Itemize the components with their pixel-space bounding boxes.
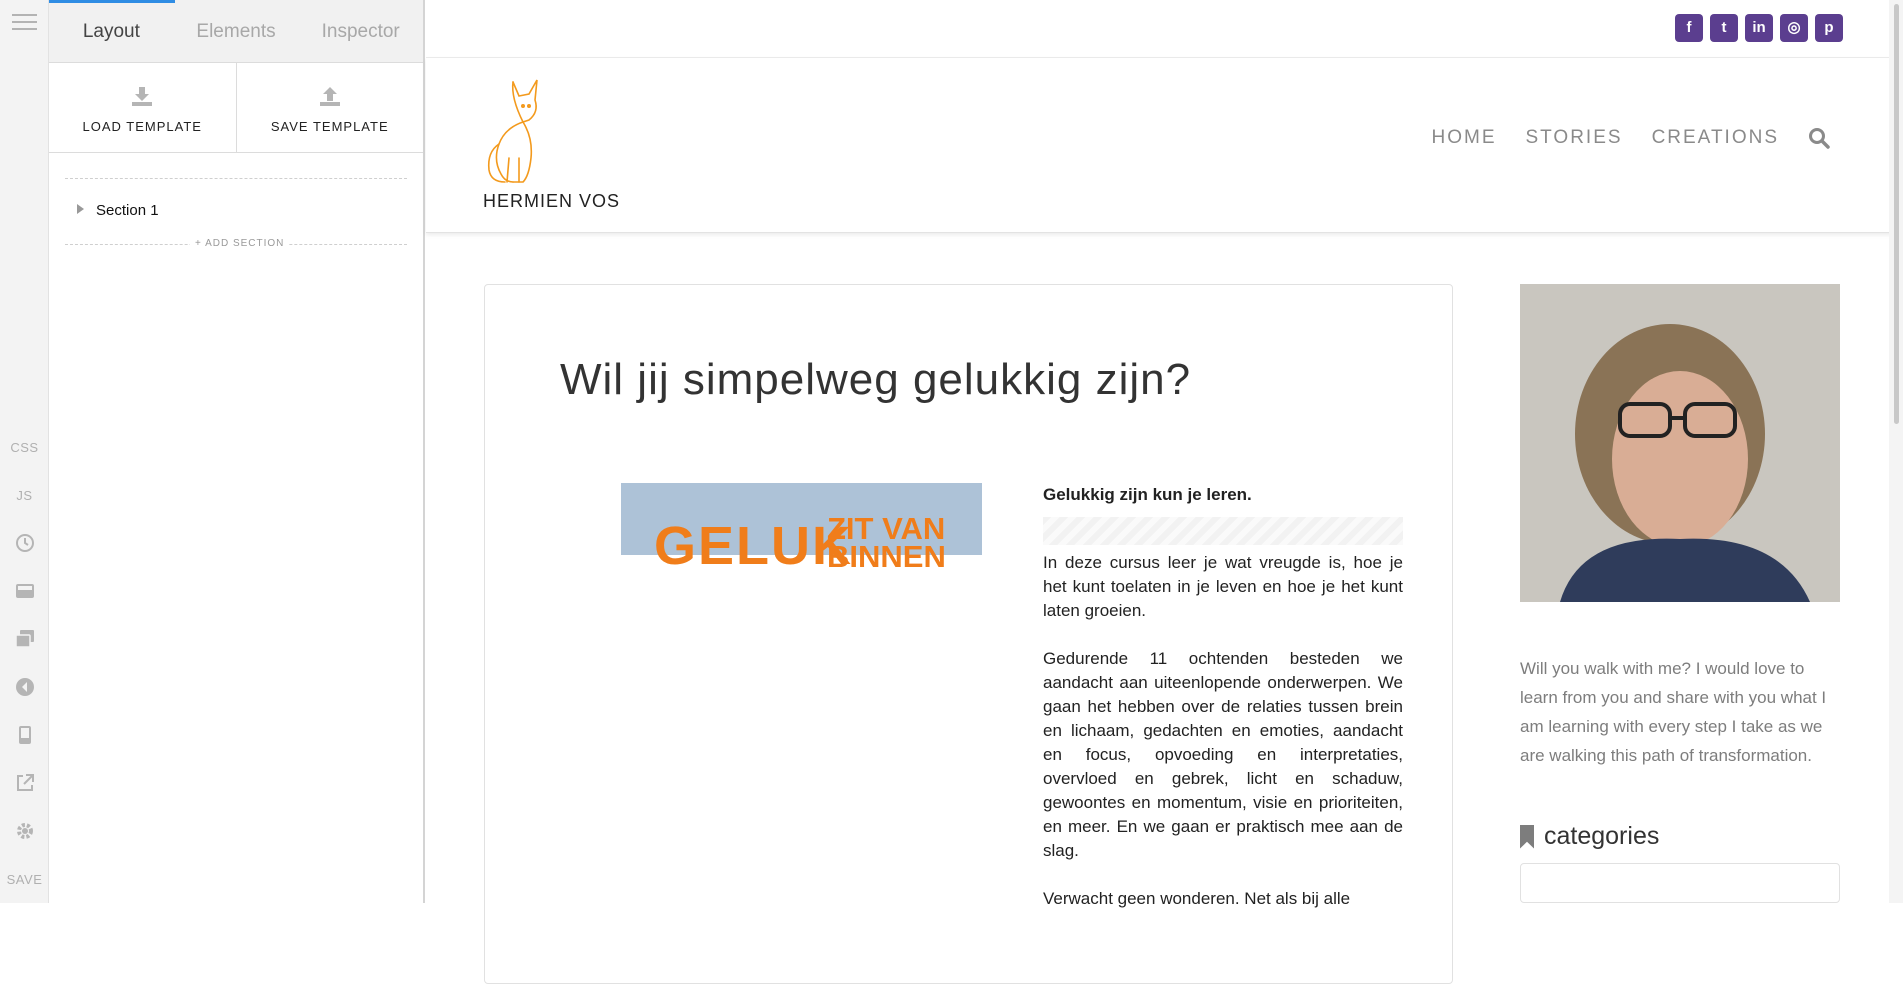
site-brand[interactable]: HERMIEN VOS [483, 191, 621, 211]
divider [65, 178, 407, 179]
scrollbar[interactable] [1889, 0, 1903, 903]
scrollbar-thumb[interactable] [1894, 4, 1899, 424]
section-item[interactable] [77, 202, 159, 219]
site-preview [426, 0, 1903, 908]
expand-triangle-icon[interactable] [77, 204, 84, 214]
book-cover-word: GELUK [654, 516, 853, 576]
post-paragraph: Gedurende 11 ochtenden besteden we aandacht aan uiteenlopende onderwerpen. We gaan het hebben over de relaties tussen brein en lichaam, gedachten en emoties, aandacht en focus, opvoeding en interpretaties, overvloed en gebrek, licht en schaduw, gewoontes en momentum, visie en prioriteiten, en meer. En we gaan er praktisch mee aan de slag. [1043, 649, 1403, 860]
book-cover-image [621, 483, 982, 576]
fox-logo[interactable] [483, 78, 549, 188]
post-body [1043, 483, 1403, 935]
layout-icon[interactable] [14, 580, 36, 602]
social-links [1675, 14, 1843, 42]
template-actions [49, 63, 423, 153]
twitter-icon[interactable]: t [1710, 14, 1738, 42]
save-template-button[interactable] [236, 63, 424, 152]
nav-home[interactable]: HOME [1431, 127, 1497, 148]
panel-tabs [49, 0, 423, 63]
pinterest-icon[interactable]: p [1815, 14, 1843, 42]
download-icon [131, 85, 153, 107]
load-template-button[interactable] [49, 63, 236, 152]
bookmark-icon [1520, 825, 1534, 849]
tab-elements[interactable]: Elements [196, 21, 276, 42]
section-label: Section 1 [96, 202, 159, 219]
categories-label: categories [1544, 822, 1660, 850]
categories-heading [1520, 822, 1840, 851]
load-template-label: LOAD TEMPLATE [82, 119, 202, 134]
categories-select[interactable] [1520, 863, 1840, 903]
author-bio: Will you walk with me? I would love to learn from you and share with you what I am learning with every step I take as we are walking this path of transformation. [1520, 659, 1827, 765]
builder-panel [49, 0, 425, 903]
social-bar [426, 0, 1903, 58]
post-title: Wil jij simpelweg gelukkig zijn? [560, 355, 1192, 404]
post-paragraph: Verwacht geen wonderen. Net als bij alle [1043, 889, 1351, 908]
facebook-icon[interactable]: f [1675, 14, 1703, 42]
copy-icon[interactable] [14, 628, 36, 650]
instagram-icon[interactable]: ◎ [1780, 14, 1808, 42]
nav-stories[interactable]: STORIES [1525, 127, 1623, 148]
history-icon[interactable] [14, 532, 36, 554]
tool-rail [0, 0, 49, 903]
linkedin-icon[interactable]: in [1745, 14, 1773, 42]
placeholder-stripe [1043, 517, 1403, 545]
upload-icon [319, 85, 341, 107]
book-cover-subtitle: ZIT VAN BINNEN [827, 511, 946, 574]
nav-creations[interactable]: CREATIONS [1651, 127, 1779, 148]
mobile-icon[interactable] [14, 724, 36, 746]
hamburger-menu-icon[interactable] [12, 14, 37, 35]
tab-layout[interactable]: Layout [49, 0, 174, 62]
gear-icon[interactable] [14, 820, 36, 842]
main-nav [1403, 127, 1831, 149]
css-button[interactable]: CSS [10, 440, 39, 455]
add-section-button[interactable]: + ADD SECTION [190, 238, 289, 249]
sidebar [1520, 284, 1840, 903]
external-link-icon[interactable] [14, 772, 36, 794]
portrait-image [1520, 284, 1840, 602]
author-portrait [1520, 284, 1840, 602]
post-lead: Gelukkig zijn kun je leren. [1043, 485, 1252, 504]
post-paragraph: In deze cursus leer je wat vreugde is, hoe je het kunt toelaten in je leven en hoe je het kunt laten groeien. [1043, 553, 1403, 620]
post-card [484, 284, 1453, 984]
js-button[interactable]: JS [16, 488, 33, 503]
back-icon[interactable] [14, 676, 36, 698]
save-button[interactable]: SAVE [6, 872, 43, 887]
save-template-label: SAVE TEMPLATE [270, 119, 389, 134]
tab-inspector[interactable]: Inspector [321, 21, 400, 42]
search-icon[interactable] [1808, 127, 1830, 149]
